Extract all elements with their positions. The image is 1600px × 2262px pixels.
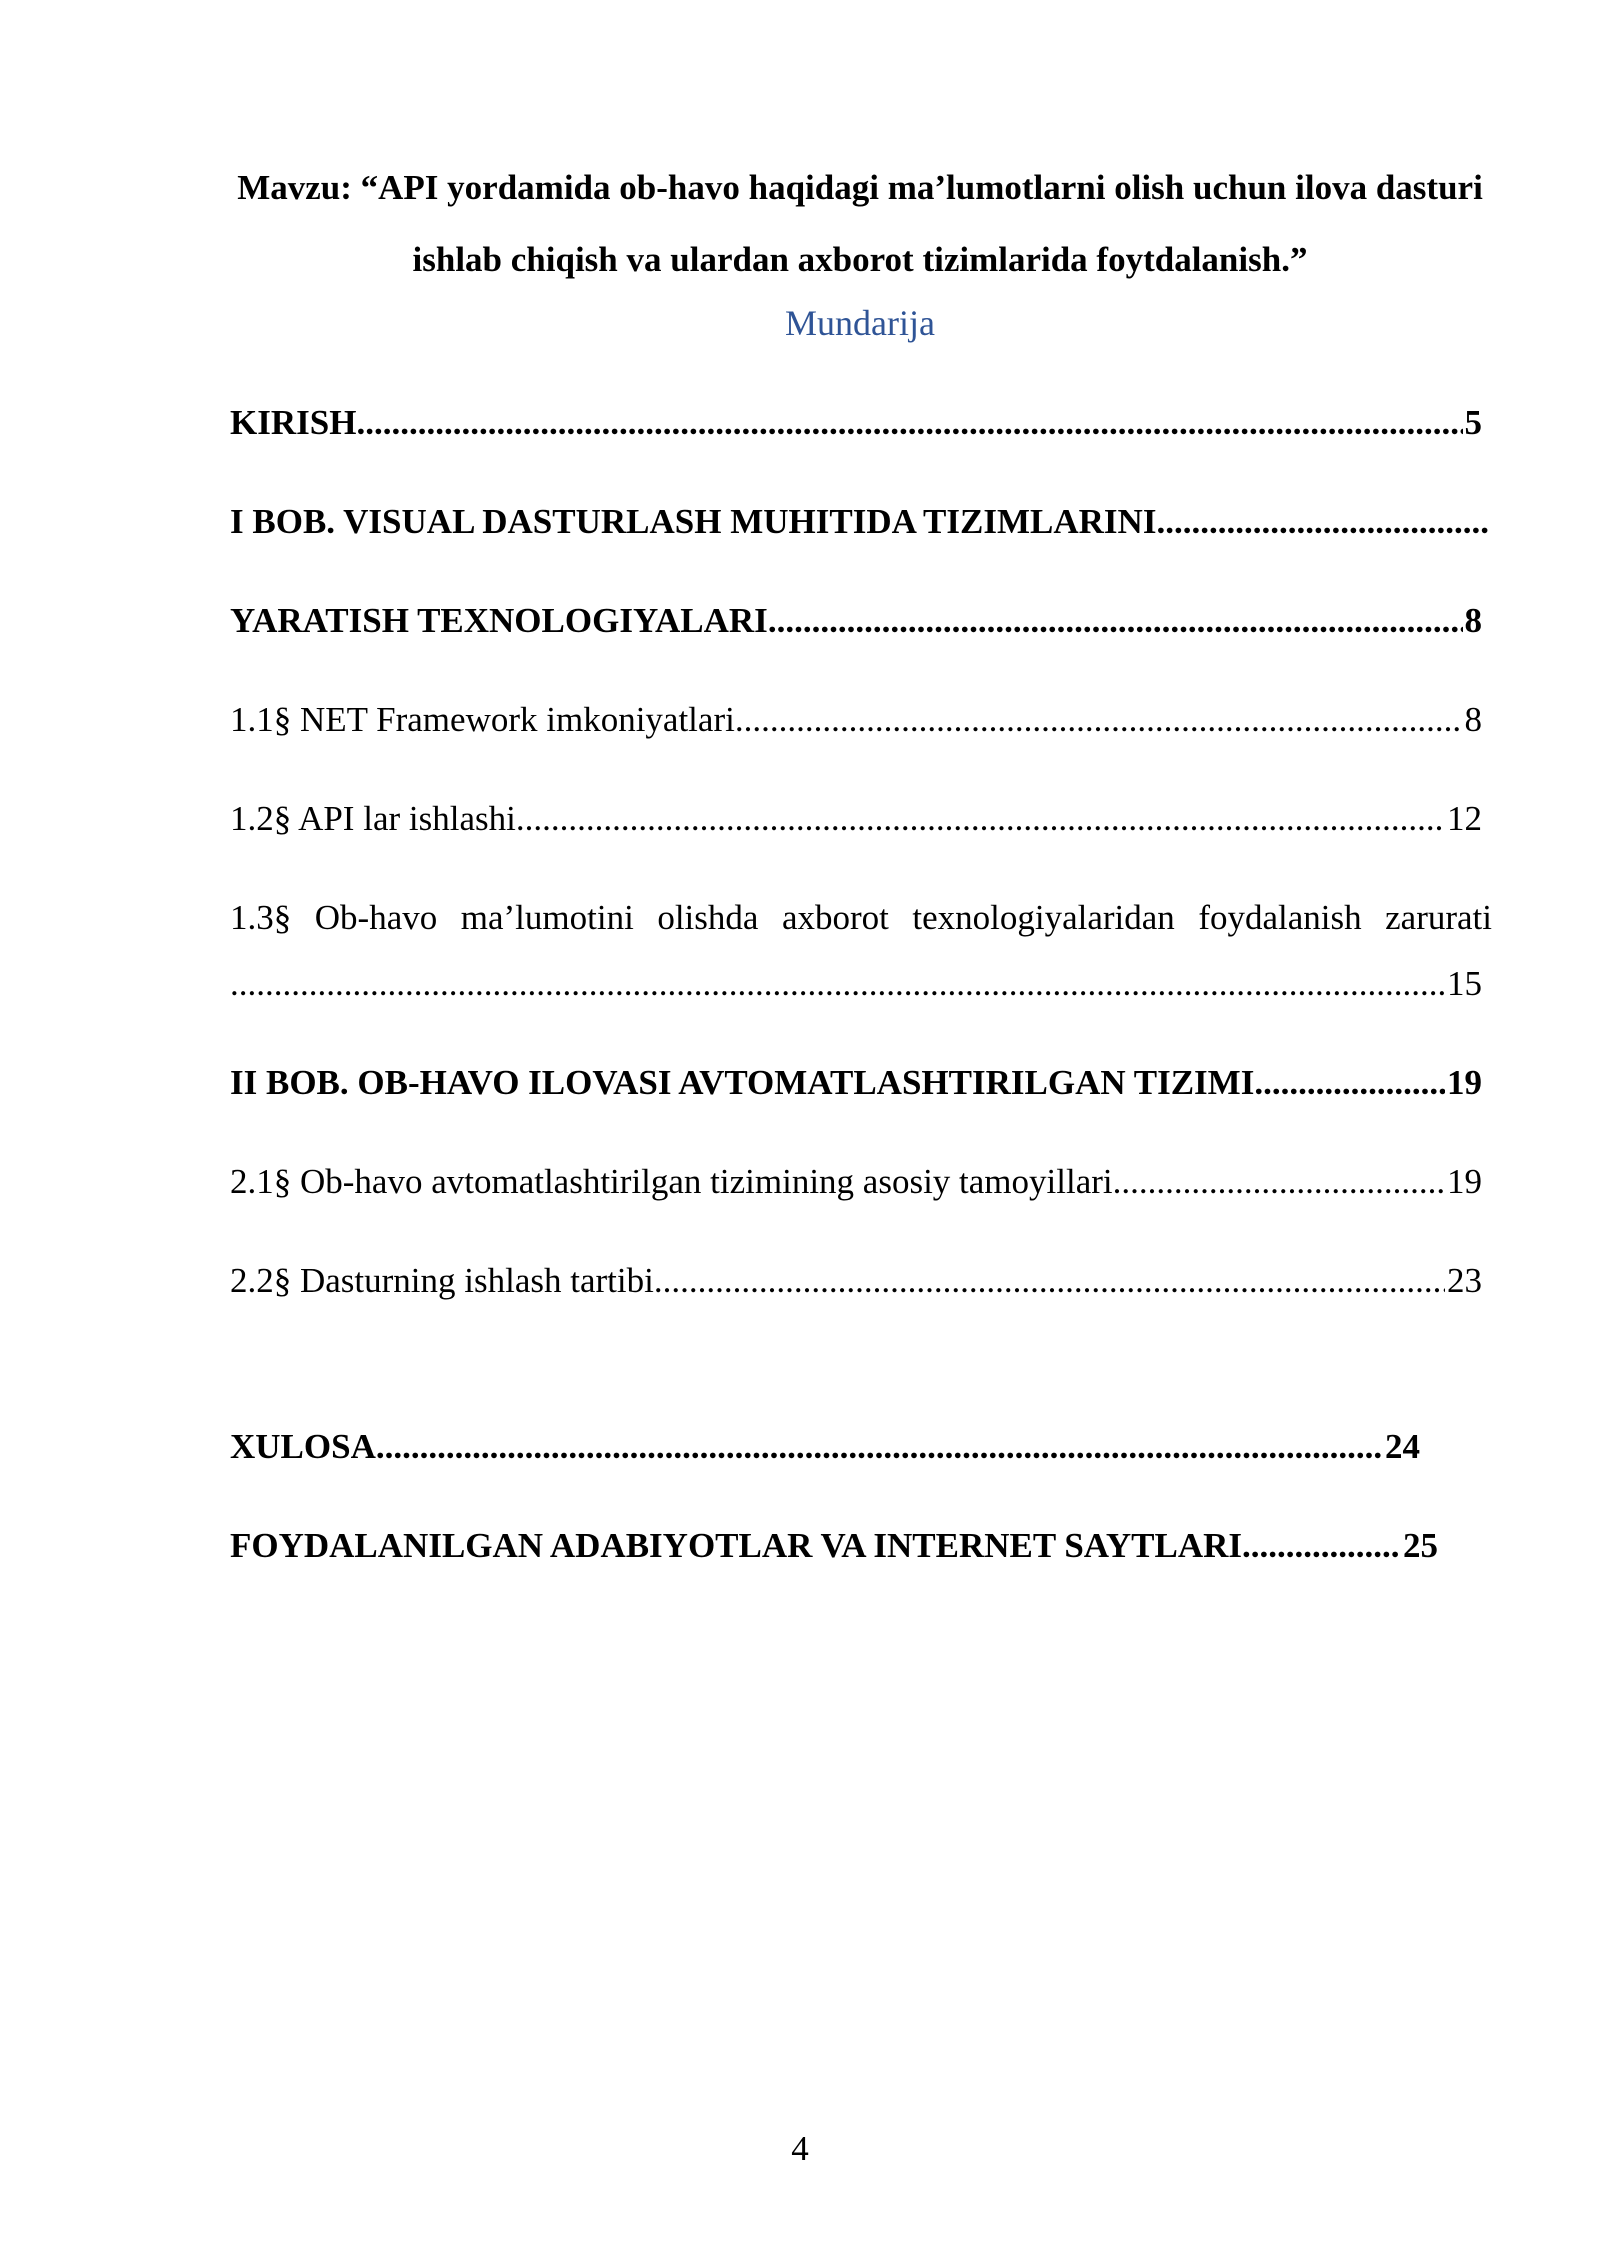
toc-entry-section-2-1[interactable]: [230, 1159, 1482, 1205]
toc-entry-references[interactable]: [230, 1523, 1438, 1569]
toc-entry-chapter-1-cont[interactable]: [230, 598, 1482, 644]
toc-entry-label: 1.2§ API lar ishlashi: [230, 799, 516, 838]
toc-entry-label: II BOB. OB-HAVO ILOVASI AVTOMATLASHTIRILGAN TIZIMI: [230, 1063, 1255, 1102]
toc-entry-xulosa[interactable]: [230, 1424, 1420, 1470]
toc-entry-chapter-2[interactable]: [230, 1060, 1482, 1106]
toc-leader-dots: [1254, 1060, 1445, 1106]
toc-entry-label: YARATISH TEXNOLOGIYALARI: [230, 601, 768, 640]
toc-entry-page: 12: [1447, 799, 1482, 838]
toc-entry-kirish[interactable]: [230, 400, 1482, 446]
toc-leader-dots: [768, 598, 1463, 644]
toc-leader-dots: [735, 697, 1463, 743]
toc-leader-dots: [1242, 1523, 1401, 1569]
toc-entry-label: KIRISH: [230, 403, 357, 442]
document-topic: Mavzu: “API yordamida ob-havo haqidagi ma’lumotlarni olish uchun ilova dasturi ishlab chiqish va ulardan axborot tizimlarida foytdalanish.”: [237, 168, 1483, 279]
toc-entry-page: 8: [1464, 601, 1482, 640]
toc-entry-section-1-1[interactable]: [230, 697, 1482, 743]
toc-entry-label: 1.1§ NET Framework imkoniyatlari: [230, 700, 735, 739]
toc-leader-dots: [356, 400, 1462, 446]
toc-entry-section-2-2[interactable]: [230, 1258, 1482, 1304]
page-number: 4: [791, 2129, 809, 2168]
toc-title: Mundarija: [785, 303, 935, 343]
toc-leader-dots: [1156, 499, 1490, 545]
toc-entry-continuation: [230, 961, 1482, 1007]
toc-entry-page: 15: [1447, 964, 1482, 1003]
toc-leader-dots: [230, 961, 1445, 1007]
toc-leader-dots: [654, 1258, 1445, 1304]
toc-leader-dots: [376, 1424, 1383, 1470]
toc-entry-page: 24: [1385, 1427, 1420, 1466]
toc-entry-page: 25: [1403, 1526, 1438, 1565]
toc-entry-section-1-2[interactable]: [230, 796, 1482, 842]
toc-entry-page: 8: [1464, 700, 1482, 739]
toc-entry-page: 19: [1447, 1063, 1482, 1102]
toc-entry-page: 19: [1447, 1162, 1482, 1201]
toc-entry-label: 2.2§ Dasturning ishlash tartibi: [230, 1261, 654, 1300]
toc-entry-page: 23: [1447, 1261, 1482, 1300]
toc-entry-chapter-1[interactable]: [230, 499, 1492, 545]
toc-entry-label: I BOB. VISUAL DASTURLASH MUHITIDA TIZIMLARINI: [230, 502, 1157, 541]
toc-leader-dots: [1113, 1159, 1445, 1205]
toc-entry-label: XULOSA: [230, 1427, 376, 1466]
toc-entry-label: 2.1§ Ob-havo avtomatlashtirilgan tizimining asosiy tamoyillari: [230, 1162, 1113, 1201]
toc-entry-page: 5: [1464, 403, 1482, 442]
toc-entry-label: 1.3§ Ob-havo ma’lumotini olishda axborot texnologiyalaridan foydalanish zarurati: [230, 898, 1492, 937]
toc-leader-dots: [516, 796, 1445, 842]
toc-entry-section-1-3[interactable]: [230, 895, 1492, 1007]
toc-entry-label: FOYDALANILGAN ADABIYOTLAR VA INTERNET SAYTLARI: [230, 1526, 1243, 1565]
